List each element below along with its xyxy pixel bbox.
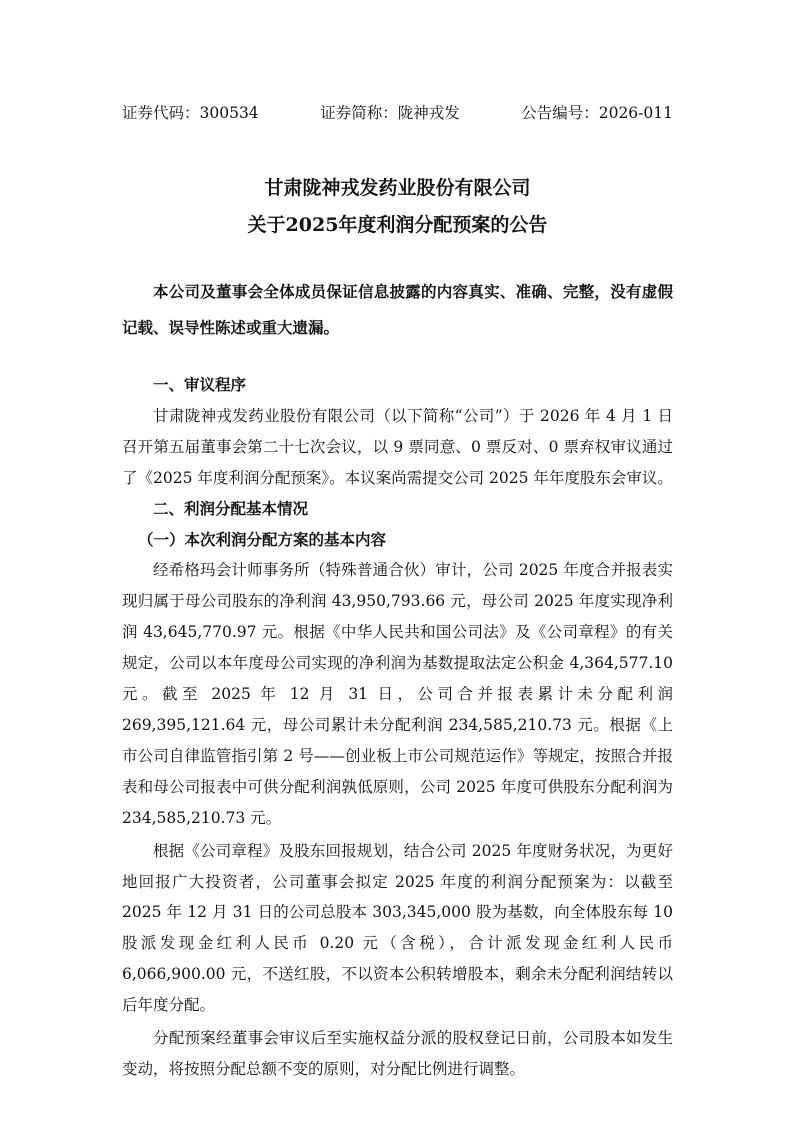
- section2-paragraph-2: 根据《公司章程》及股东回报规划，结合公司 2025 年度财务状况，为更好地回报广大投资者，公司董事会拟定 2025 年度的利润分配预案为：以截至 2025 年 12 月 31 日的公司总股本 303,345,000 股为基数，向全体股东每 10 股派发现金红利人民币 0.20 元（含税），合计派发现金红利人民币 6,066,900.00 元，不送红股，不以资本公积转增股本，剩余未分配利润结转以后年度分配。: [122, 841, 673, 1015]
- title-subject: 关于2025年度利润分配预案的公告: [247, 214, 548, 236]
- document-page: [122, 0, 673, 1125]
- title-company: 甘肃陇神戎发药业股份有限公司: [264, 177, 531, 199]
- stock-short-name: 证券简称：陇神戎发: [320, 104, 460, 122]
- section2-paragraph-3: 分配预案经董事会审议后至实施权益分派的股权登记日前，公司股本如发生变动，将按照分配总额不变的原则，对分配比例进行调整。: [122, 1029, 673, 1078]
- stock-code: 证券代码：300534: [122, 104, 259, 122]
- section1-body: 甘肃陇神戎发药业股份有限公司（以下简称“公司”）于 2026 年 4 月 1 日召开第五届董事会第二十七次会议，以 9 票同意、0 票反对、0 票弃权审议通过了《2025 年度利润分配预案》。本议案尚需提交公司 2025 年年度股东会审议。: [122, 406, 673, 487]
- section2-heading: 二、利润分配基本情况: [153, 498, 309, 518]
- notice-number: 公告编号：2026-011: [521, 104, 673, 122]
- disclosure-statement: 本公司及董事会全体成员保证信息披露的内容真实、准确、完整，没有虚假记载、误导性陈述或重大遗漏。: [122, 282, 673, 337]
- section2-paragraph-1: 经希格玛会计师事务所（特殊普通合伙）审计，公司 2025 年度合并报表实现归属于母公司股东的净利润 43,950,793.66 元，母公司 2025 年度实现净利润 43,645,770.97 元。根据《中华人民共和国公司法》及《公司章程》的有关规定，公司以本年度母公司实现的净利润为基数提取法定公积金 4,364,577.10 元。截至 2025 年 12 月 31 日，公司合并报表累计未分配利润 269,395,121.64 元，母公司累计未分配利润 234,585,210.73 元。根据《上市公司自律监管指引第 2 号——创业板上市公司规范运作》等规定，按照合并报表和母公司报表中可供分配利润孰低原则，公司 2025 年度可供股东分配利润为 234,585,210.73 元。: [122, 561, 673, 827]
- document-header: [122, 102, 673, 124]
- section1-heading: 一、审议程序: [153, 375, 247, 394]
- section2-sub1-heading: （一）本次利润分配方案的基本内容: [138, 529, 387, 549]
